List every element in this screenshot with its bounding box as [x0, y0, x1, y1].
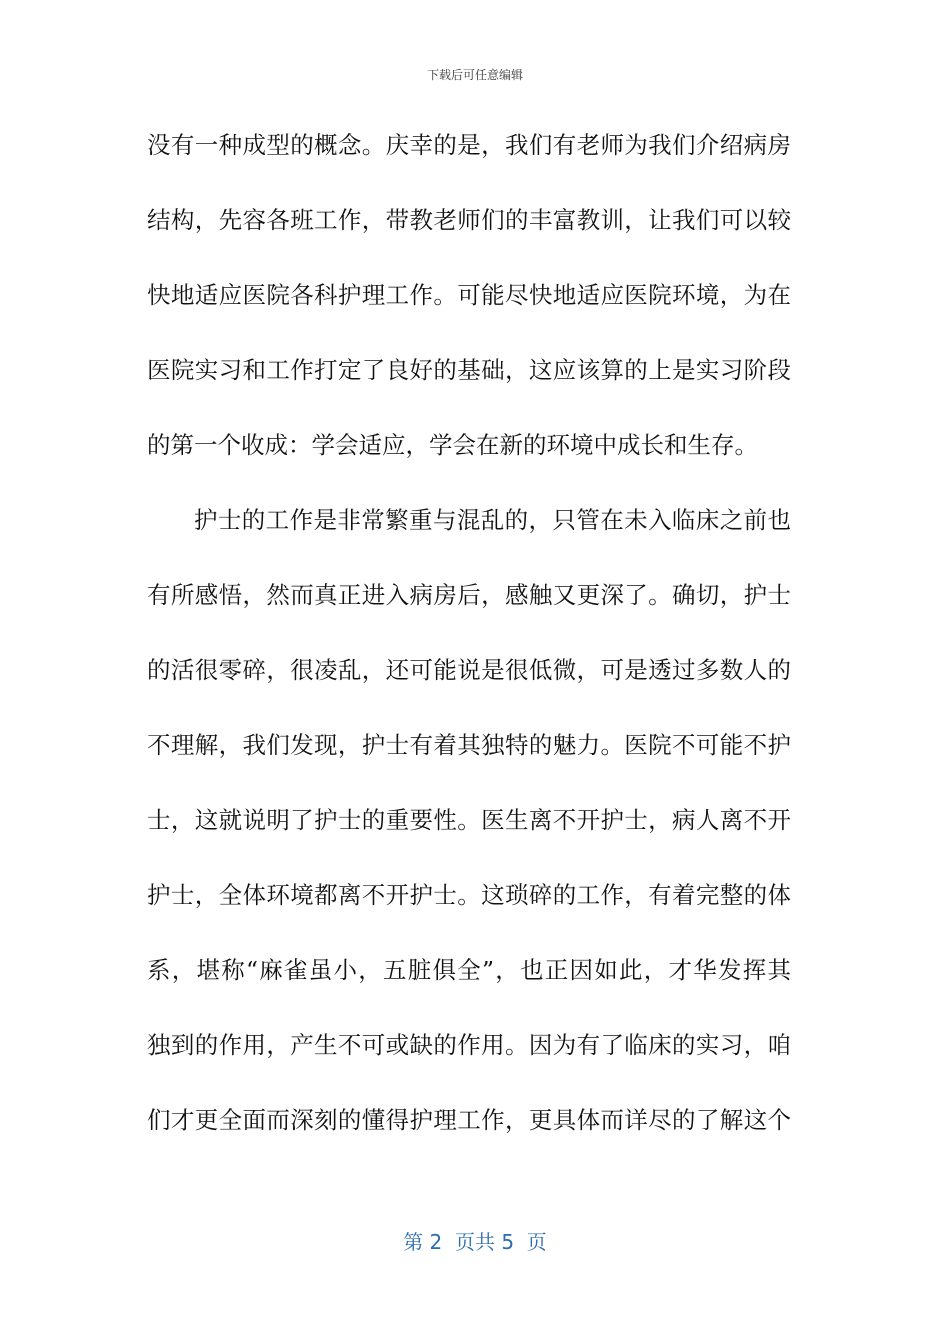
- text-line: 不理解，我们发现，护士有着其独特的魅力。医院不可能不护: [147, 731, 791, 759]
- text-line: 结构，先容各班工作，带教老师们的丰富教训，让我们可以较: [147, 206, 791, 234]
- text-line: 医院实习和工作打定了良好的基础，这应该算的上是实习阶段: [147, 356, 791, 384]
- page-number-footer: 第 2 页共 5 页: [403, 1230, 547, 1254]
- text-line: 们才更全面而深刻的懂得护理工作，更具体而详尽的了解这个: [147, 1106, 791, 1134]
- text-line: 护士，全体环境都离不开护士。这琐碎的工作，有着完整的体: [147, 881, 791, 909]
- text-line: 护士的工作是非常繁重与混乱的，只管在未入临床之前也: [194, 506, 791, 534]
- text-line: 的活很零碎，很凌乱，还可能说是很低微，可是透过多数人的: [147, 656, 791, 684]
- text-line: 有所感悟，然而真正进入病房后，感触又更深了。确切，护士: [147, 581, 791, 609]
- text-line: 系，堪称“麻雀虽小，五脏俱全”，也正因如此，才华发挥其: [147, 956, 791, 984]
- header-note: 下载后可任意编辑: [426, 68, 523, 82]
- text-line: 快地适应医院各科护理工作。可能尽快地适应医院环境，为在: [147, 281, 791, 309]
- text-line: 没有一种成型的概念。庆幸的是，我们有老师为我们介绍病房: [147, 131, 791, 159]
- text-line: 的第一个收成：学会适应，学会在新的环境中成长和生存。: [147, 431, 758, 459]
- text-line: 独到的作用，产生不可或缺的作用。因为有了临床的实习，咱: [147, 1031, 791, 1059]
- text-line: 士，这就说明了护士的重要性。医生离不开护士，病人离不开: [147, 806, 791, 834]
